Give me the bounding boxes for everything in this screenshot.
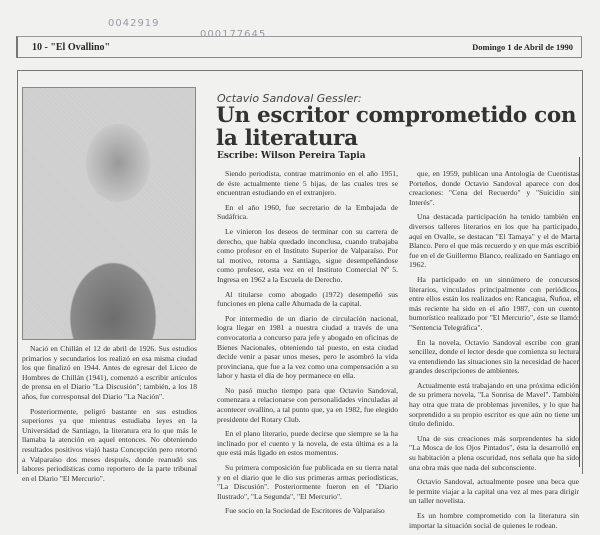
issue-date: Domingo 1 de Abril de 1990 (472, 42, 573, 52)
body-column-1 (217, 169, 398, 521)
article-title: Un escritor comprometido con la literatura (216, 103, 577, 151)
paragraph: Una de sus creaciones más sorprendentes ha sido "La Mosca de los Ojos Pintados", ésta la desarrolló en su habitación a plena oscuridad, nos señala que ha sido una obra más que nada del subconsciente. (409, 433, 579, 472)
author-photo (22, 87, 196, 340)
paragraph: Su primera composición fue publicada en su tierra natal y en el diario que le dio sus primeras armas periodísticas, "La Discusión". Posteriormente fueron en el "Diario Ilustrado", "La Segunda", "El Mercurio". (217, 463, 398, 501)
paragraph: que, en 1959, publican una Antología de Cuentistas Porteños, donde Octavio Sandoval aparece con dos creaciones: "Cena del Recuerdo" y "Suicidio sin Interés". (409, 169, 579, 207)
photo-caption-column (22, 344, 197, 488)
page-header (16, 36, 582, 58)
paragraph: Posteriormente, peligró bastante en sus estudios superiores ya que mientras estudiaba leyes en la Universidad de Santiago, la literatura era lo que más le llamaba la atención en aquel entonces. No obteniendo resultados positivos viajó hasta Concepción pero retornó a Valparaíso dos meses después, donde reanudó sus labores periodísticas como reportero de la parte tribunal en el Diario "El Mercurio". (22, 406, 197, 483)
paragraph: Nació en Chillán el 12 de abril de 1926. Sus estudios primarios y secundarios los realizó en esa misma ciudad los que finalizó en 1944. Antes de egresar del Liceo de Hombres de Chillán (1941), comenzó a escribir artículos de prensa en el Diario "La Discusión"; también, a los 18 años, fue corresponsal del Diario "La Nación". (22, 344, 197, 401)
paragraph: Siendo periodista, contrae matrimonio en el año 1951, de éste actualmente tiene 5 hijas, de las cuales tres se encuentran estudiando en el extranjero. (217, 169, 398, 198)
paragraph: Fue socio en la Sociedad de Escritores de Valparaíso (225, 506, 385, 516)
paragraph: Actualmente está trabajando en una próxima edición de su primera novela, "La Sonrisa de Mavel". También hay otra que trata de problemas juveniles, y lo que ha sorprendido a su propio escritor es que aún no tiene un título definido. (409, 380, 579, 429)
article-kicker: Octavio Sandoval Gessler: (217, 92, 362, 105)
paragraph: Por intermedio de un diario de circulación nacional, logra llegar en 1981 a nuestra ciudad a través de una convocatoria a concurso para jefe y abogado en oficinas de Bienes Nacionales, obteniendo tal puesto, en esta ciudad decide venir a pasar unos meses, pero le asombró la vida provinciana, que fue a la vez como una compensación a su labor y hasta el día de hoy permanece en ella. (217, 313, 398, 381)
paragraph: No pasó mucho tiempo para que Octavio Sandoval, comenzara a relacionarse con personalidades vinculadas al acontecer ovallino, a tal punto que, ya en 1982, fue elegido presidente del Rotary Club. (217, 385, 398, 424)
archive-mark: 000177645 (200, 29, 267, 40)
article-byline: Escribe: Wilson Pereira Tapia (217, 151, 366, 161)
paragraph: En la novela, Octavio Sandoval escribe con gran sencillez, donde el lector desde que comienza su lectura va entendiendo las situaciones sin la necesidad de hacer grandes descripciones de ambientes. (409, 337, 579, 376)
column-rule (579, 157, 580, 467)
archive-mark: 0042919 (108, 18, 160, 29)
paragraph: Le vinieron los deseos de terminar con su carrera de derecho, que había quedado inconclusa, cuando trabajaba como profesor en el Instituto Superior de Valparaíso. Por tal motivo, retorna a Santiago, sigue desempeñándose como profesor, esta vez en el Instituto Comercial Nº 5. Ingresa en 1962 a la Escuela de Derecho. (217, 226, 398, 284)
paragraph: En el año 1960, fue secretario de la Embajada de Sudáfrica. (217, 202, 398, 222)
body-column-2 (409, 169, 579, 535)
paragraph: Octavio Sandoval, actualmente posee una beca que le permite viajar a la capital una vez al mes para dirigir un taller novelista. (409, 477, 579, 506)
paragraph: Una destacada participación ha tenido también en diversos talleres literarios en los que ha participado, aquí en Ovalle, se destacan "El Tamaya" y el de Marta Blanco. Pero el que más recuerdo y en que más escribió fue en el de Guillermo Blanco, realizado en Santiago en 1962. (409, 212, 579, 270)
paragraph: Es un hombre comprometido con la literatura sin importar la situación social de quienes le rodean. (409, 511, 579, 530)
page-number-newspaper: 10 - "El Ovallino" (32, 42, 111, 53)
paragraph: Al titularse como abogado (1972) desempeñó sus funciones en plena calle Ahumada de la capital. (217, 289, 398, 309)
paragraph: En el plano literario, puede decirse que siempre se la ha inclinado por el cuento y la novela, de esta última es a la que está más ligado en estos momentos. (217, 429, 398, 458)
paragraph: Ha participado en un sinnúmero de concursos literarios, vinculados principalmente con periódicos, entre ellos están los realizados en: Rancagua, Ñuñoa, el más reciente ha sido en el año 1987, con un cuento humorístico realizado por "El Mercurio", éste se llamó: "Sentencia Telegráfica". (409, 274, 579, 332)
